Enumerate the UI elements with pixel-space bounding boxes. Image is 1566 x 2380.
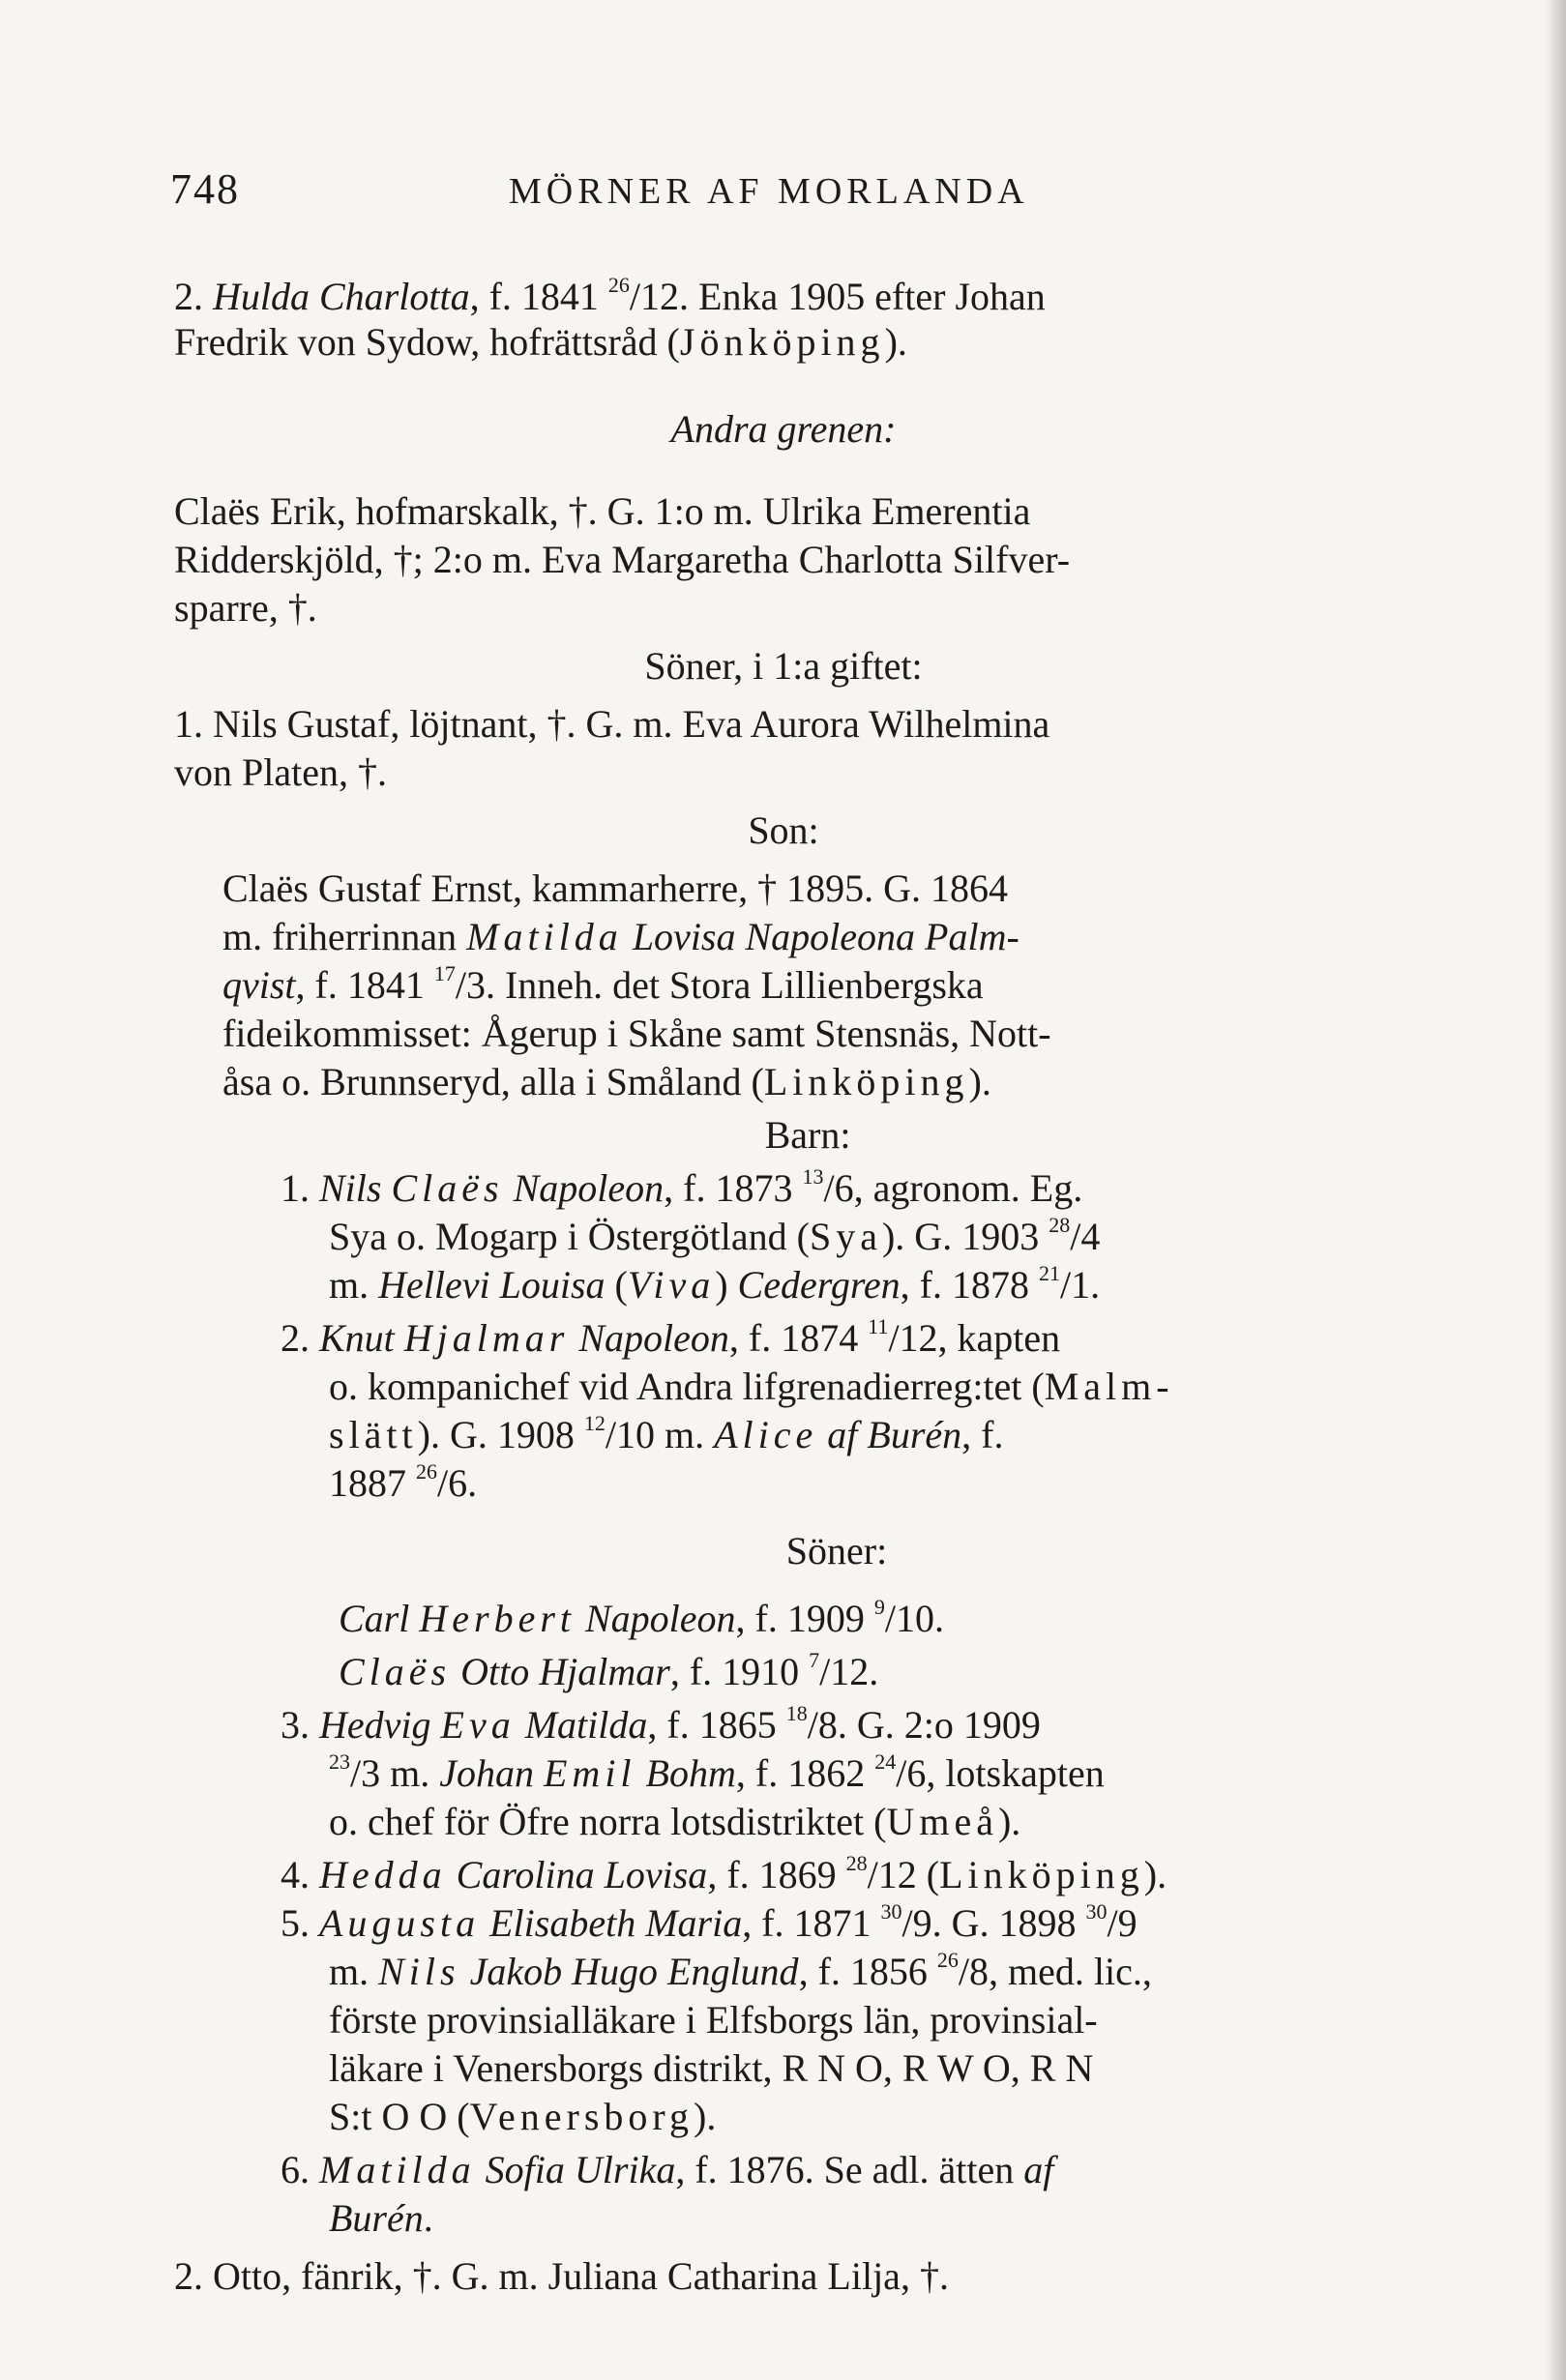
text-line: m. friherrinnan Matilda Lovisa Napoleona Palm-: [222, 915, 1019, 958]
text-line: o. kompanichef vid Andra lifgrenadierreg:tet (Malm-: [329, 1365, 1174, 1408]
text-line: Claës Otto Hjalmar, f. 1910 $^7$/12.: [339, 1648, 879, 1693]
text-line: 3. Hedvig Eva Matilda, f. 1865 $^{18}$/8. G. 2:o 1909: [281, 1701, 1041, 1747]
text-line: 1887 $^{26}$/6.: [329, 1459, 478, 1505]
text-line: 1. Nils Gustaf, löjtnant, †. G. m. Eva Aurora Wilhelmina: [174, 702, 1050, 746]
text-line: Claës Gustaf Ernst, kammarherre, † 1895. G. 1864: [222, 867, 1009, 910]
text-line: 1. Nils Claës Napoleon, f. 1873 $^{13}$/6, agronom. Eg.: [281, 1164, 1083, 1210]
section-heading: Söner, i 1:a giftet:: [644, 644, 923, 688]
page-edge-shadow: [1545, 0, 1566, 2380]
section-heading: Son:: [748, 808, 819, 852]
text-line: 5. Augusta Elisabeth Maria, f. 1871 $^{30}$/9. G. 1898 $^{30}$/9: [281, 1899, 1138, 1945]
text-line: åsa o. Brunnseryd, alla i Småland (Linköping).: [222, 1060, 991, 1103]
text-line: 4. Hedda Carolina Lovisa, f. 1869 $^{28}$/12 (Linköping).: [281, 1851, 1167, 1896]
text-line: m. Hellevi Louisa (Viva) Cedergren, f. 1878 $^{21}$/1.: [329, 1261, 1101, 1307]
text-line: Fredrik von Sydow, hofrättsråd (Jönköping).: [174, 320, 907, 364]
text-line: $^{23}$/3 m. Johan Emil Bohm, f. 1862 $^{24}$/6, lotskapten: [329, 1749, 1105, 1795]
section-heading: Söner:: [785, 1529, 888, 1572]
text-line: 2. Hulda Charlotta, f. 1841 $^{26}$/12. Enka 1905 efter Johan: [174, 273, 1046, 318]
section-heading: Andra grenen:: [670, 407, 897, 451]
text-line: förste provinsialläkare i Elfsborgs län, provinsial-: [329, 1998, 1098, 2042]
text-line: 6. Matilda Sofia Ulrika, f. 1876. Se adl. ätten af: [281, 2148, 1054, 2191]
page-number: 748: [170, 165, 240, 213]
text-line: 2. Knut Hjalmar Napoleon, f. 1874 $^{11}$/12, kapten: [281, 1314, 1061, 1360]
text-line: m. Nils Jakob Hugo Englund, f. 1856 $^{26}$/8, med. lic.,: [329, 1948, 1152, 1993]
text-line: Ridderskjöld, †; 2:o m. Eva Margaretha Charlotta Silfver-: [174, 538, 1071, 581]
running-head: MÖRNER AF MORLANDA: [509, 171, 1029, 212]
text-line: fideikommisset: Ågerup i Skåne samt Stensnäs, Nott-: [222, 1012, 1051, 1055]
text-line: Burén.: [329, 2196, 433, 2240]
text-line: S:t O O (Venersborg).: [329, 2095, 717, 2138]
text-line: Claës Erik, hofmarskalk, †. G. 1:o m. Ulrika Emerentia: [174, 489, 1031, 533]
text-line: o. chef för Öfre norra lotsdistriktet (Umeå).: [329, 1800, 1021, 1843]
section-heading: Barn:: [764, 1113, 851, 1157]
text-line: von Platen, †.: [174, 750, 387, 794]
text-line: Sya o. Mogarp i Östergötland (Sya). G. 1903 $^{28}$/4: [329, 1213, 1101, 1258]
page-header: [170, 164, 1428, 222]
text-line: qvist, f. 1841 $^{17}$/3. Inneh. det Stora Lillienbergska: [222, 961, 984, 1007]
text-line: läkare i Venersborgs distrikt, R N O, R W O, R N: [329, 2046, 1094, 2090]
text-line: slätt). G. 1908 $^{12}$/10 m. Alice af Burén, f.: [329, 1411, 1004, 1456]
text-line: sparre, †.: [174, 586, 317, 630]
text-line: Carl Herbert Napoleon, f. 1909 $^9$/10.: [339, 1595, 944, 1640]
text-line: 2. Otto, fänrik, †. G. m. Juliana Catharina Lilja, †.: [174, 2254, 949, 2298]
